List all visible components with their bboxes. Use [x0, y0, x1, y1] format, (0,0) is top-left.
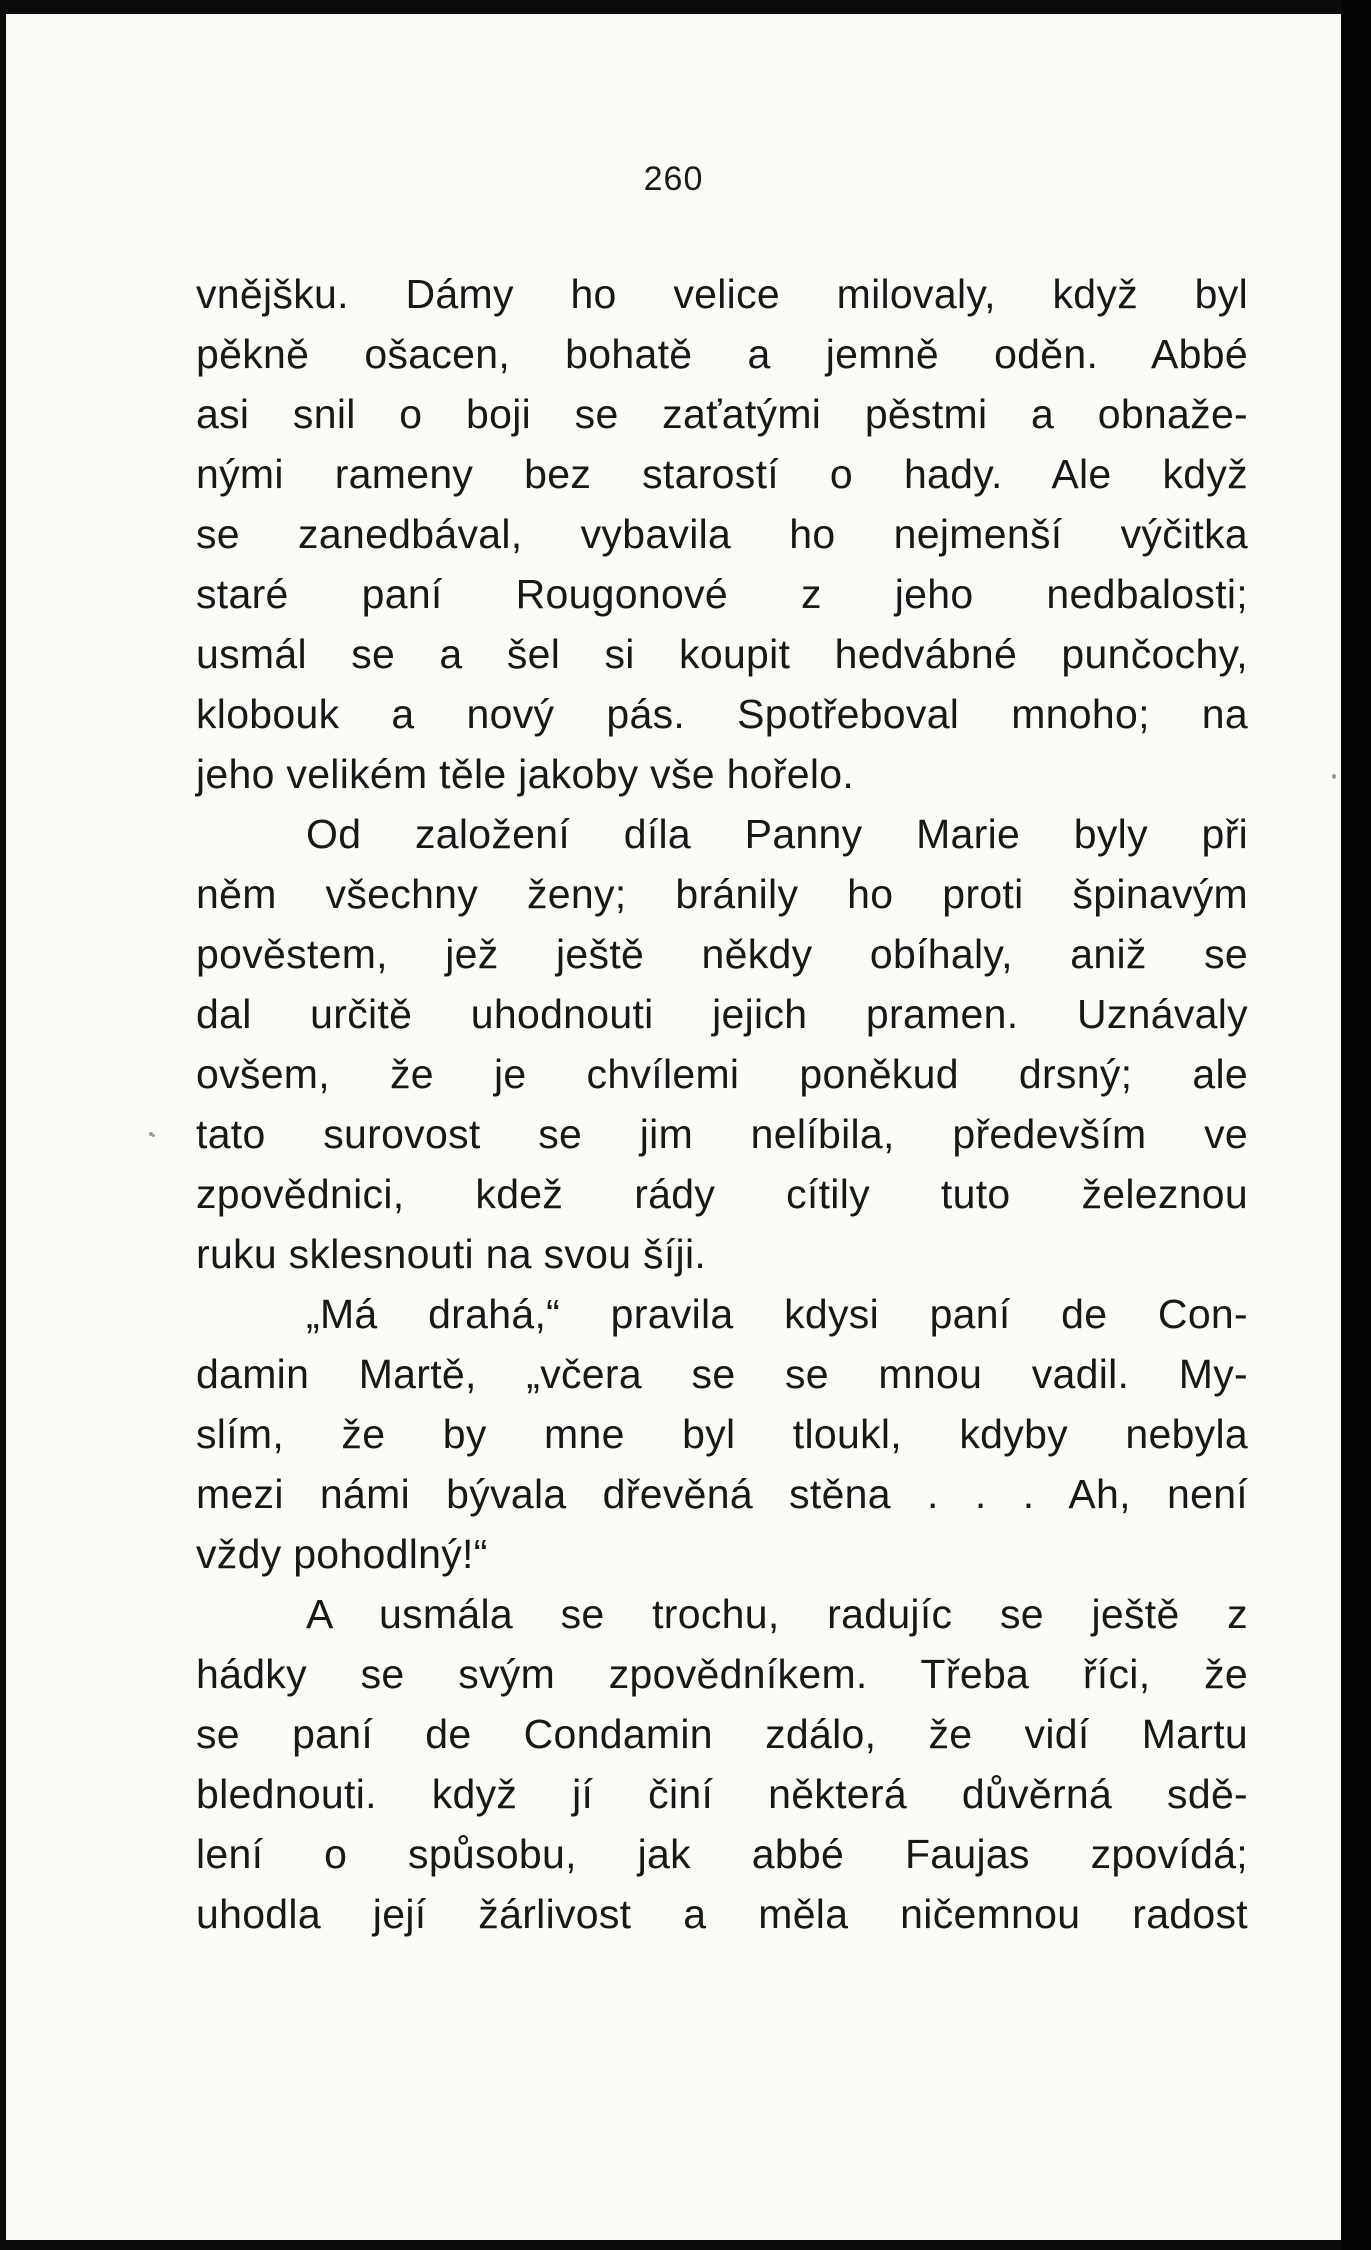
text-line: pěkně ošacen, bohatě a jemně oděn. Abbé: [196, 331, 1248, 377]
text-line: se zanedbával, vybavila ho nejmenší výčitka: [196, 511, 1248, 557]
text-line: blednouti. když jí činí některá důvěrná sdě-: [196, 1771, 1248, 1817]
text-line: ruku sklesnouti na svou šíji.: [196, 1231, 707, 1277]
text-line: staré paní Rougonové z jeho nedbalosti;: [196, 571, 1248, 617]
text-line: pověstem, jež ještě někdy obíhaly, aniž se: [196, 931, 1248, 977]
page-number: 260: [643, 160, 704, 198]
text-line: A usmála se trochu, radujíc se ještě z: [306, 1591, 1248, 1637]
text-line: „Má drahá,“ pravila kdysi paní de Con-: [306, 1291, 1248, 1337]
text-line: slím, že by mne byl tloukl, kdyby nebyla: [196, 1411, 1248, 1457]
text-line: hádky se svým zpovědníkem. Třeba říci, že: [196, 1651, 1248, 1697]
scan-speck: [152, 1134, 155, 1137]
scan-speck: [1332, 774, 1336, 779]
text-line: uhodla její žárlivost a měla ničemnou radost: [196, 1891, 1248, 1937]
scan-border: [1341, 0, 1371, 2250]
text-line: jeho velikém těle jakoby vše hořelo.: [196, 751, 855, 797]
text-line: se paní de Condamin zdálo, že vidí Martu: [196, 1711, 1248, 1757]
text-line: dal určitě uhodnouti jejich pramen. Uznávaly: [196, 991, 1248, 1037]
text-line: Od založení díla Panny Marie byly při: [306, 811, 1248, 857]
text-line: damin Martě, „včera se se mnou vadil. My-: [196, 1351, 1248, 1397]
text-line: usmál se a šel si koupit hedvábné punčochy,: [196, 631, 1248, 677]
text-line: tato surovost se jim nelíbila, především ve: [196, 1111, 1248, 1157]
text-line: vždy pohodlný!“: [196, 1531, 488, 1577]
body-text: [196, 264, 1248, 1944]
text-line: klobouk a nový pás. Spotřeboval mnoho; na: [196, 691, 1248, 737]
text-line: nými rameny bez starostí o hady. Ale když: [196, 451, 1248, 497]
text-line: asi snil o boji se zaťatými pěstmi a obnaže-: [196, 391, 1248, 437]
text-line: zpovědnici, kdež rády cítily tuto železnou: [196, 1171, 1248, 1217]
text-line: něm všechny ženy; bránily ho proti špinavým: [196, 871, 1248, 917]
text-line: vnějšku. Dámy ho velice milovaly, když byl: [196, 271, 1248, 317]
book-page: [6, 14, 1341, 2240]
text-line: ovšem, že je chvílemi poněkud drsný; ale: [196, 1051, 1248, 1097]
text-line: lení o spůsobu, jak abbé Faujas zpovídá;: [196, 1831, 1248, 1877]
text-line: mezi námi bývala dřevěná stěna . . . Ah, není: [196, 1471, 1248, 1517]
